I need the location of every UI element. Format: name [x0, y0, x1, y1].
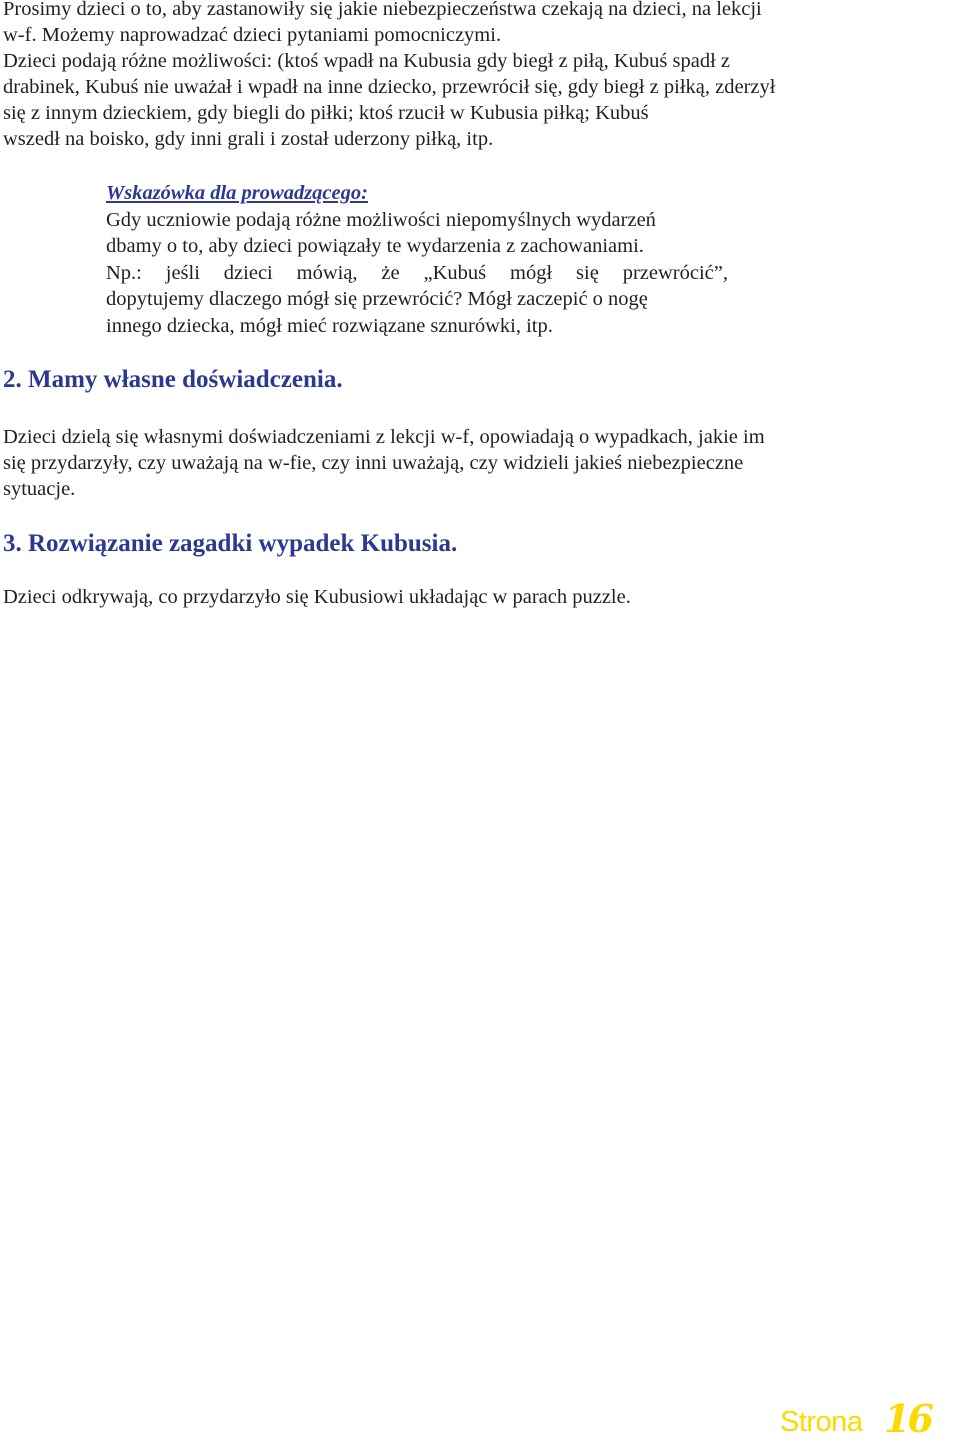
hint-line: Gdy uczniowie podają różne możliwości niepomyślnych wydarzeń [106, 208, 656, 231]
hint-line: Np.: jeśli dzieci mówią, że „Kubuś mógł się przewrócić”, [106, 261, 728, 284]
intro-line: Prosimy dzieci o to, aby zastanowiły się jakie niebezpieczeństwa czekają na dzieci, na lekcji [3, 0, 762, 20]
section-2-line: się przydarzyły, czy uważają na w-fie, czy inni uważają, czy widzieli jakieś niebezpieczne [3, 452, 744, 474]
facilitator-hint [106, 180, 728, 339]
intro-line: się z innym dzieckiem, gdy biegli do piłki; ktoś rzucił w Kubusia piłką; Kubuś [3, 102, 649, 124]
hint-line: dbamy o to, aby dzieci powiązały te wydarzenia z zachowaniami. [106, 235, 644, 257]
section-3-line: Dzieci odkrywają, co przydarzyło się Kubusiowi układając w parach puzzle. [3, 586, 631, 608]
hint-title: Wskazówka dla prowadzącego: [106, 182, 368, 204]
page-footer [780, 1393, 960, 1443]
intro-line: Dzieci podają różne możliwości: (ktoś wpadł na Kubusia gdy biegł z piłą, Kubuś spadł z [3, 50, 730, 72]
hint-line: dopytujemy dlaczego mógł się przewrócić? Mógł zaczepić o nogę [106, 288, 648, 310]
section-2-heading: 2. Mamy własne doświadczenia. [3, 366, 343, 393]
hint-line: innego dziecka, mógł mieć rozwiązane sznurówki, itp. [106, 314, 553, 337]
section-2-paragraph [3, 424, 954, 502]
section-2-line: sytuacje. [3, 478, 76, 500]
section-3-heading: 3. Rozwiązanie zagadki wypadek Kubusia. [3, 530, 458, 557]
page-number: 16 [884, 1396, 931, 1441]
intro-paragraph [3, 0, 954, 152]
intro-line: wszedł na boisko, gdy inni grali i został uderzony piłką, itp. [3, 128, 494, 150]
intro-line: w-f. Możemy naprowadzać dzieci pytaniami pomocniczymi. [3, 24, 502, 46]
intro-line: drabinek, Kubuś nie uważał i wpadł na inne dziecko, przewrócił się, gdy biegł z piłką, zderzył [3, 76, 776, 98]
page-label: Strona [780, 1406, 863, 1438]
section-2-line: Dzieci dzielą się własnymi doświadczeniami z lekcji w-f, opowiadają o wypadkach, jakie im [3, 426, 765, 448]
section-3-paragraph [3, 584, 954, 610]
